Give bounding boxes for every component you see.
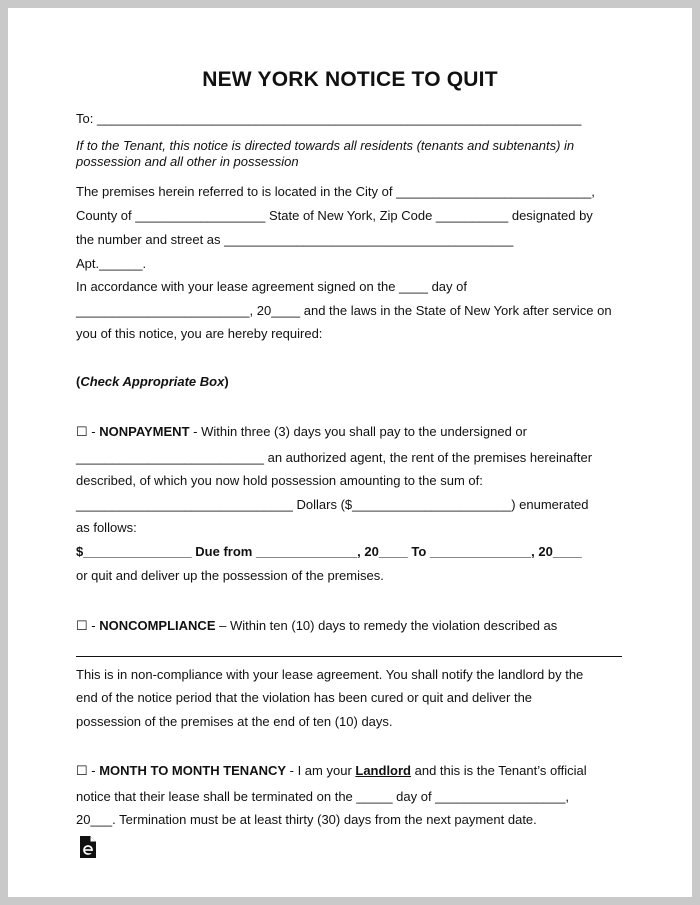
check-box-heading: (Check Appropriate Box) — [76, 374, 229, 389]
month-to-month-line-3: 20___. Termination must be at least thirty (30) days from the next payment date. — [76, 812, 537, 827]
premises-line-1: The premises herein referred to is located in the City of ___________________________, — [76, 184, 595, 199]
lease-line-2: ________________________, 20____ and the laws in the State of New York after service on — [76, 303, 612, 318]
nonpayment-label: NONPAYMENT — [99, 424, 190, 439]
page-title: NEW YORK NOTICE TO QUIT — [202, 68, 498, 91]
lease-line-3: you of this notice, you are hereby required: — [76, 326, 323, 341]
landlord-term: Landlord — [355, 763, 411, 778]
noncompliance-line-3: end of the notice period that the violation has been cured or quit and deliver the — [76, 690, 533, 705]
nonpayment-checkbox[interactable]: ☐ — [76, 424, 88, 439]
month-to-month-option: ☐ - MONTH TO MONTH TENANCY - I am your Landlord and this is the Tenant’s official — [76, 763, 587, 778]
noncompliance-blank-rule — [76, 656, 622, 657]
premises-line-2: County of __________________ State of New York, Zip Code __________ designated by — [76, 208, 593, 223]
noncompliance-checkbox[interactable]: ☐ — [76, 618, 88, 633]
nonpayment-line-4: ______________________________ Dollars ($______________________) enumerated — [76, 497, 589, 512]
nonpayment-line-6: $_______________ Due from ______________, 20____ To ______________, 20____ — [76, 544, 582, 559]
eforms-logo-icon — [78, 836, 96, 858]
nonpayment-line-7: or quit and deliver up the possession of the premises. — [76, 568, 384, 583]
premises-line-4: Apt.______. — [76, 256, 147, 271]
premises-line-3: the number and street as ________________________________________ — [76, 232, 514, 247]
nonpayment-line-5: as follows: — [76, 520, 137, 535]
month-to-month-checkbox[interactable]: ☐ — [76, 763, 88, 778]
to-line: To: ___________________________________________________________________ — [76, 111, 582, 126]
lease-line-1: In accordance with your lease agreement signed on the ____ day of — [76, 279, 467, 294]
intro-text-line-2: possession and all other in possession — [76, 154, 299, 169]
noncompliance-label: NONCOMPLIANCE — [99, 618, 216, 633]
document-page — [8, 8, 692, 897]
month-to-month-line-2: notice that their lease shall be terminated on the _____ day of __________________, — [76, 789, 569, 804]
month-to-month-label: MONTH TO MONTH TENANCY — [99, 763, 287, 778]
nonpayment-line-3: described, of which you now hold possession amounting to the sum of: — [76, 473, 483, 488]
noncompliance-line-2: This is in non-compliance with your lease agreement. You shall notify the landlord by the — [76, 667, 584, 682]
intro-text-line-1: If to the Tenant, this notice is directed towards all residents (tenants and subtenants) in — [76, 138, 575, 153]
noncompliance-line-4: possession of the premises at the end of ten (10) days. — [76, 714, 393, 729]
noncompliance-option: ☐ - NONCOMPLIANCE – Within ten (10) days to remedy the violation described as — [76, 618, 558, 633]
nonpayment-line-2: __________________________ an authorized agent, the rent of the premises hereinafter — [76, 450, 593, 465]
nonpayment-option: ☐ - NONPAYMENT - Within three (3) days you shall pay to the undersigned or — [76, 424, 527, 439]
